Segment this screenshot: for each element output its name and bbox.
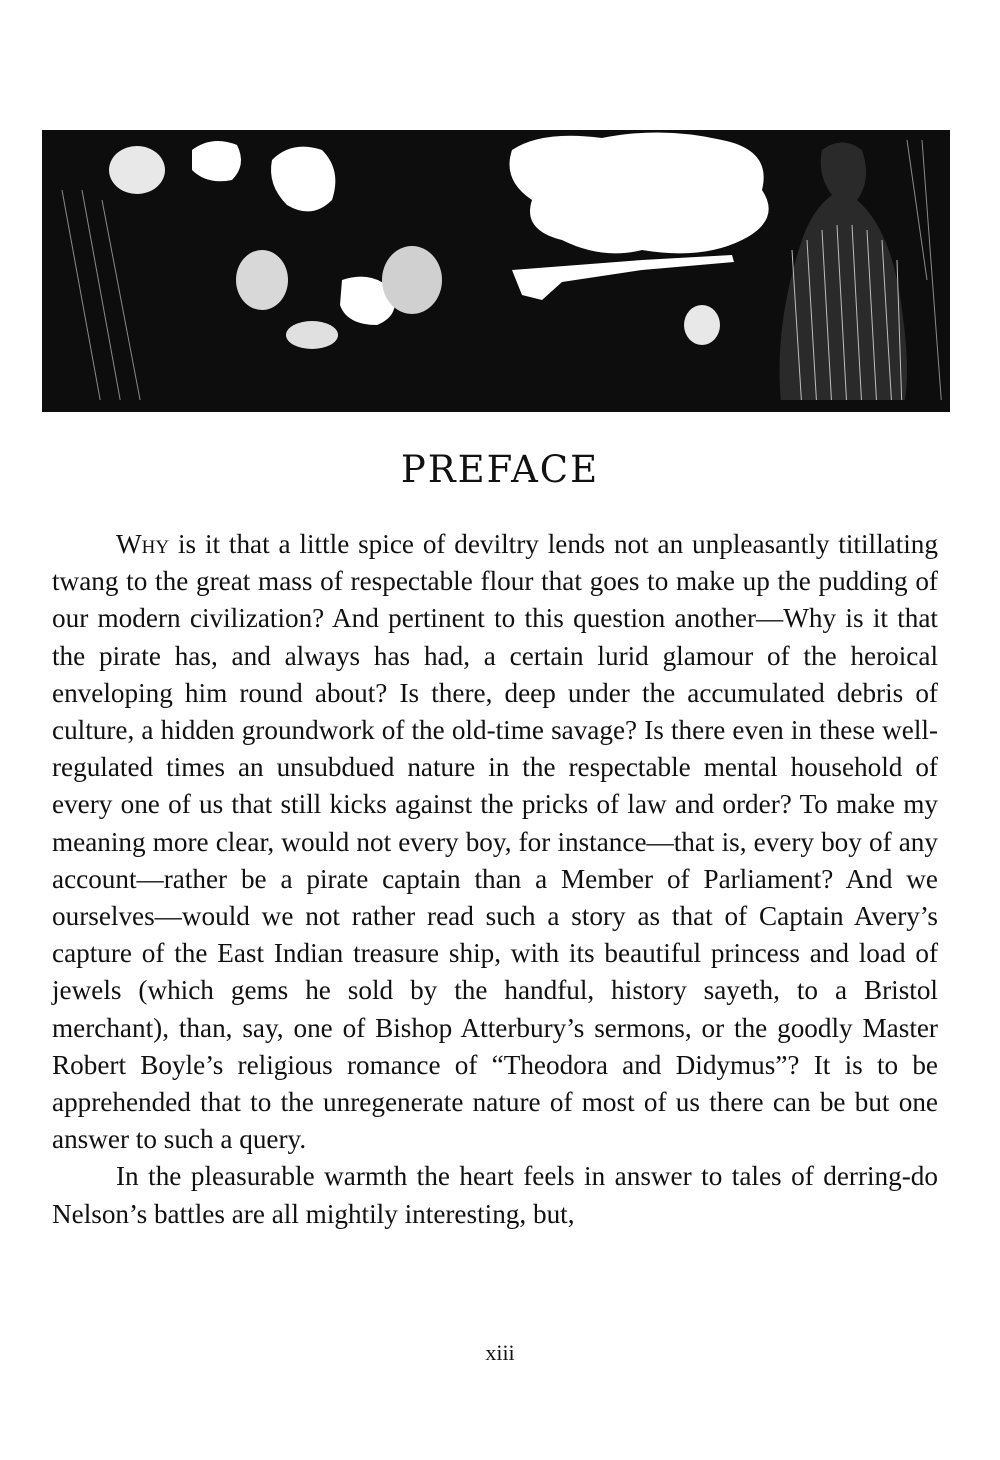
paragraph-text: In the pleasurable warmth the heart feels in answer to tales of derring-do Nelson’s battles are all mightily interesting, but,: [52, 1161, 938, 1229]
preface-body: [52, 526, 938, 1233]
paragraph: [52, 1158, 938, 1232]
page-title: PREFACE: [400, 448, 600, 491]
page-number: xiii: [485, 1340, 515, 1365]
paragraph: [52, 526, 938, 1158]
paragraph-text: is it that a little spice of deviltry lends not an unpleasantly titillating twang to the great mass of respectable flour that goes to make up the pudding of our modern civilization? And pertinent to this question another—Why is it that the pirate has, and always has had, a certain lurid glamour of the heroical enveloping him round about? Is there, deep under the accumulated debris of culture, a hidden groundwork of the old-time savage? Is there even in these well-regulated times an unsubdued nature in the respectable mental household of every one of us that still kicks against the pricks of law and order? To make my meaning more clear, would not every boy, for instance—that is, every boy of any account—rather be a pirate captain than a Member of Parliament? And we ourselves—would we not rather read such a story as that of Captain Avery’s capture of the East Indian treasure ship, with its beautiful princess and load of jewels (which gems he sold by the handful, history sayeth, to a Bristol merchant), than, say, one of Bishop Atterbury’s sermons, or the goodly Master Robert Boyle’s religious romance of “Theodora and Didymus”? It is to be apprehended that to the unregenerate nature of most of us there can be but one answer to such a query.: [52, 529, 938, 1155]
illustration-icon: [42, 130, 950, 412]
pirate-scene-illustration: [42, 130, 950, 412]
paragraph-lead: Why: [116, 529, 170, 559]
